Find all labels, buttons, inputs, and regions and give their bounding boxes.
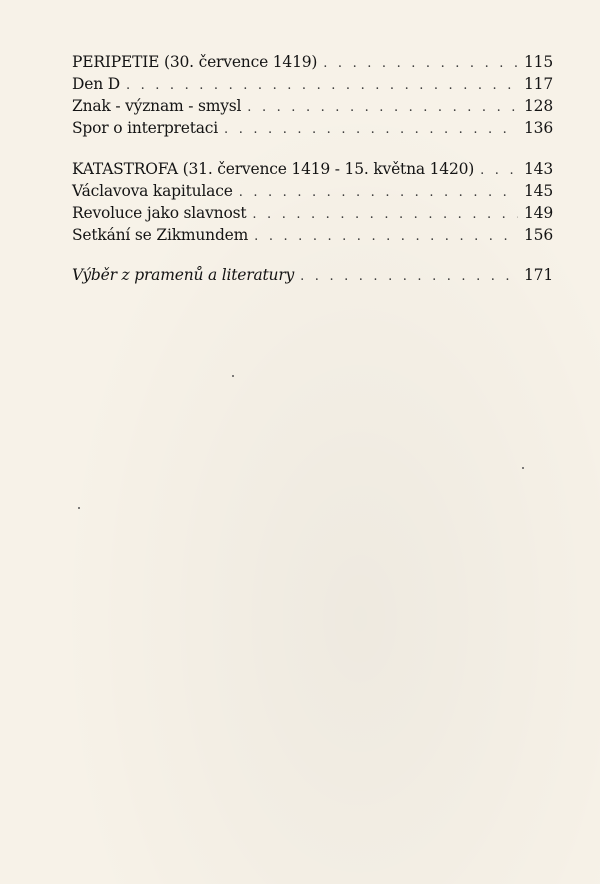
dot-leader bbox=[247, 97, 518, 119]
toc-entry-title: Revoluce jako slavnost bbox=[72, 204, 247, 222]
section-spacer bbox=[72, 246, 553, 264]
toc-entry-page: 145 bbox=[524, 182, 553, 200]
toc-entry-page: 115 bbox=[524, 53, 553, 71]
paper-speck bbox=[232, 375, 234, 377]
dot-leader bbox=[480, 160, 518, 182]
toc-entry-title: PERIPETIE (30. července 1419) bbox=[72, 53, 318, 71]
toc-sources-entry bbox=[72, 264, 553, 286]
toc-heading-peripetie bbox=[72, 51, 553, 73]
toc-entry-title: KATASTROFA (31. července 1419 - 15. května 1420) bbox=[72, 160, 475, 178]
toc-entry bbox=[72, 117, 553, 139]
dot-leader bbox=[239, 182, 518, 204]
toc-entry bbox=[72, 224, 553, 246]
dot-leader bbox=[300, 266, 518, 288]
toc-entry-page: 128 bbox=[524, 97, 553, 115]
dot-leader bbox=[224, 119, 518, 141]
toc-entry-page: 143 bbox=[524, 160, 553, 178]
toc-entry-page: 136 bbox=[524, 119, 553, 137]
toc-entry-page: 149 bbox=[524, 204, 553, 222]
dot-leader bbox=[323, 53, 518, 75]
toc-entry-title: Den D bbox=[72, 75, 120, 93]
toc-entry-page: 117 bbox=[524, 75, 553, 93]
dot-leader bbox=[126, 75, 518, 97]
toc-entry bbox=[72, 202, 553, 224]
toc-entry bbox=[72, 180, 553, 202]
toc-entry-title: Výběr z pramenů a literatury bbox=[72, 266, 295, 284]
toc-entry-page: 156 bbox=[524, 226, 553, 244]
paper-speck bbox=[522, 467, 524, 469]
toc-entry-title: Znak - význam - smysl bbox=[72, 97, 242, 115]
toc-entry-page: 171 bbox=[524, 266, 553, 284]
toc-entry-title: Setkání se Zikmundem bbox=[72, 226, 249, 244]
section-spacer bbox=[72, 139, 553, 158]
paper-speck bbox=[78, 507, 80, 509]
dot-leader bbox=[254, 226, 518, 248]
toc-heading-katastrofa bbox=[72, 158, 553, 180]
toc-entry bbox=[72, 95, 553, 117]
toc-entry-title: Václavova kapitulace bbox=[72, 182, 233, 200]
toc-entry bbox=[72, 73, 553, 95]
table-of-contents bbox=[72, 51, 553, 286]
dot-leader bbox=[252, 204, 518, 226]
toc-entry-title: Spor o interpretaci bbox=[72, 119, 219, 137]
